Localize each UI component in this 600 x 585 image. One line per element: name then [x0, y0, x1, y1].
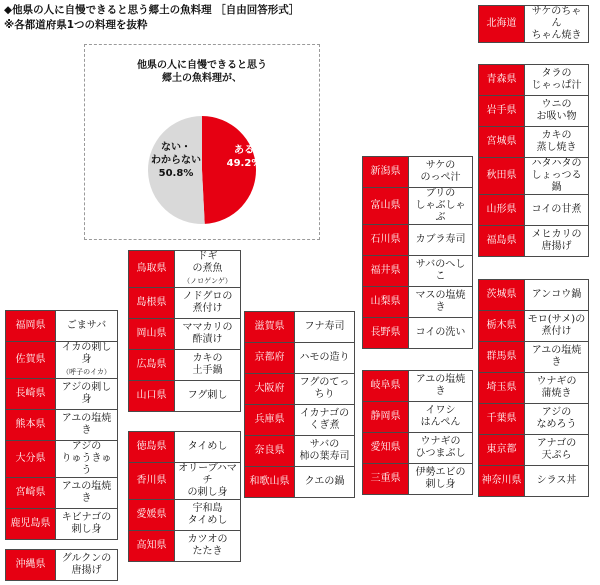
prefecture-name: 東京都: [479, 435, 525, 466]
page-note: ※各都道府県1つの料理を抜粋: [4, 19, 148, 31]
dish-name: [409, 256, 473, 287]
prefecture-row: [129, 350, 241, 381]
prefecture-name: 沖縄県: [6, 550, 56, 581]
dish-name: [175, 350, 241, 381]
prefecture-name: 香川県: [129, 463, 175, 500]
prefecture-name: 秋田県: [479, 158, 525, 195]
dish-line: なめろう: [536, 419, 577, 430]
dish-line: カブラ寿司: [415, 234, 466, 245]
prefecture-row: [479, 342, 589, 373]
prefecture-row: [129, 381, 241, 412]
prefecture-name: 山梨県: [363, 287, 409, 318]
prefecture-row: [363, 188, 473, 225]
dish-line: カツオの: [187, 534, 228, 545]
pie-label-yes: [219, 144, 269, 170]
dish-line: の刺し身: [187, 487, 228, 498]
dish-line: 伊勢エビの: [415, 467, 466, 478]
dish-name: [56, 550, 118, 581]
prefecture-name: 熊本県: [6, 410, 56, 441]
dish-line: アンコウ鍋: [531, 289, 582, 300]
prefecture-row: [129, 463, 241, 500]
dish-name: [525, 466, 589, 497]
prefecture-name: 佐賀県: [6, 342, 56, 379]
prefecture-name: 大阪府: [245, 374, 295, 405]
dish-line: ハタハタの: [531, 158, 582, 169]
dish-name: [525, 195, 589, 226]
prefecture-row: [6, 379, 118, 410]
dish-name: [525, 404, 589, 435]
dish-line: シラス丼: [536, 475, 577, 486]
dish-name: [175, 463, 241, 500]
prefecture-row: [6, 509, 118, 540]
dish-line: カキの: [192, 353, 223, 364]
dish-line: ハモの造り: [299, 352, 350, 363]
dish-line: タイめし: [187, 515, 228, 526]
dish-note: （ノロゲンゲ）: [183, 277, 232, 285]
prefecture-name: 宮崎県: [6, 478, 56, 509]
region-table-okinawa: [5, 549, 118, 581]
dish-line: ちゃん焼き: [531, 30, 582, 41]
dish-name: [409, 157, 473, 188]
prefecture-row: [129, 500, 241, 531]
pie-value-no: 50.8%: [158, 168, 194, 179]
pie-label-yes-name: ある: [234, 145, 254, 156]
dish-line: ウニの: [541, 99, 572, 110]
dish-line: アジの刺し身: [61, 382, 112, 405]
prefecture-name: 鳥取県: [129, 251, 175, 288]
dish-line: 土手鍋: [192, 365, 223, 376]
prefecture-name: 島根県: [129, 288, 175, 319]
prefecture-row: [245, 436, 355, 467]
dish-line: しょっつる鍋: [531, 170, 582, 193]
region-table-chugoku: [128, 250, 241, 412]
prefecture-name: 群馬県: [479, 342, 525, 373]
dish-line: タラの: [541, 68, 572, 79]
prefecture-row: [6, 410, 118, 441]
prefecture-row: [363, 464, 473, 495]
prefecture-name: 福井県: [363, 256, 409, 287]
dish-line: 煮付け: [192, 303, 223, 314]
prefecture-row: [363, 433, 473, 464]
prefecture-row: [129, 432, 241, 463]
prefecture-name: 茨城県: [479, 280, 525, 311]
region-table-shikoku: [128, 431, 241, 562]
prefecture-name: 山口県: [129, 381, 175, 412]
pie-title-line-1: 他県の人に自慢できると思う: [137, 60, 267, 71]
prefecture-name: 京都府: [245, 343, 295, 374]
dish-line: 蒲焼き: [541, 388, 572, 399]
page-title: ◆他県の人に自慢できると思う郷土の魚料理 ［自由回答形式］: [4, 4, 300, 16]
prefecture-row: [479, 373, 589, 404]
prefecture-name: 徳島県: [129, 432, 175, 463]
dish-name: [295, 436, 355, 467]
pie-label-no-line-2: わからない: [151, 155, 201, 166]
dish-line: イカナゴの: [299, 408, 350, 419]
dish-line: ノドグロの: [182, 291, 233, 302]
pie-chart-box: [84, 44, 320, 240]
prefecture-row: [129, 288, 241, 319]
dish-name: [295, 312, 355, 343]
prefecture-name: 岐阜県: [363, 371, 409, 402]
prefecture-row: [363, 157, 473, 188]
prefecture-row: [479, 404, 589, 435]
prefecture-name: 広島県: [129, 350, 175, 381]
dish-line: クエの鍋: [304, 476, 345, 487]
dish-line: フナ寿司: [304, 321, 345, 332]
dish-line: メヒカリの: [531, 229, 582, 240]
dish-line: グルクンの: [61, 553, 112, 564]
prefecture-name: 岡山県: [129, 319, 175, 350]
prefecture-name: 静岡県: [363, 402, 409, 433]
region-table-chubu: [362, 156, 473, 349]
dish-line: モロ(サメ)の: [527, 314, 586, 325]
dish-name: [525, 127, 589, 158]
prefecture-name: 石川県: [363, 225, 409, 256]
region-table-tohoku: [478, 64, 589, 257]
dish-name: [56, 509, 118, 540]
prefecture-row: [245, 343, 355, 374]
dish-name: [56, 441, 118, 478]
prefecture-row: [479, 226, 589, 257]
pie-label-no-line-1: ない・: [161, 142, 191, 153]
dish-name: [56, 342, 118, 379]
prefecture-name: 山形県: [479, 195, 525, 226]
dish-name: [56, 311, 118, 342]
region-table-hokkaido: [478, 5, 589, 43]
pie-title-line-2: 郷土の魚料理が、: [162, 73, 242, 84]
prefecture-name: 兵庫県: [245, 405, 295, 436]
prefecture-name: 愛知県: [363, 433, 409, 464]
prefecture-row: [479, 280, 589, 311]
prefecture-row: [479, 96, 589, 127]
prefecture-row: [245, 312, 355, 343]
prefecture-row: [479, 6, 589, 43]
dish-name: [295, 467, 355, 498]
prefecture-row: [6, 478, 118, 509]
region-table-kyushu: [5, 310, 118, 540]
dish-line: 唐揚げ: [541, 241, 572, 252]
prefecture-row: [6, 311, 118, 342]
prefecture-row: [245, 467, 355, 498]
prefecture-name: 栃木県: [479, 311, 525, 342]
dish-line: ドギ: [197, 251, 218, 262]
dish-line: アジの: [71, 441, 102, 452]
dish-line: コイの洗い: [415, 327, 466, 338]
dish-line: アユの塩焼き: [61, 413, 112, 436]
prefecture-row: [245, 405, 355, 436]
region-table-tokai: [362, 370, 473, 495]
prefecture-name: 新潟県: [363, 157, 409, 188]
dish-name: [175, 288, 241, 319]
prefecture-name: 和歌山県: [245, 467, 295, 498]
dish-name: [525, 96, 589, 127]
prefecture-row: [479, 435, 589, 466]
dish-name: [525, 280, 589, 311]
dish-name: [175, 319, 241, 350]
dish-line: 煮付け: [541, 326, 572, 337]
dish-name: [175, 500, 241, 531]
dish-line: のっぺ汁: [420, 172, 461, 183]
dish-line: カキの: [541, 130, 572, 141]
prefecture-name: 奈良県: [245, 436, 295, 467]
prefecture-row: [363, 287, 473, 318]
prefecture-name: 埼玉県: [479, 373, 525, 404]
prefecture-row: [245, 374, 355, 405]
prefecture-name: 北海道: [479, 6, 525, 43]
dish-name: [525, 158, 589, 195]
dish-line: たたき: [192, 546, 223, 557]
dish-line: マスの塩焼き: [415, 290, 466, 313]
dish-name: [525, 226, 589, 257]
prefecture-name: 富山県: [363, 188, 409, 225]
prefecture-name: 岩手県: [479, 96, 525, 127]
dish-line: アユの塩焼き: [531, 345, 582, 368]
dish-line: ごまサバ: [66, 320, 107, 331]
prefecture-name: 愛媛県: [129, 500, 175, 531]
prefecture-row: [479, 311, 589, 342]
prefecture-name: 神奈川県: [479, 466, 525, 497]
prefecture-name: 長崎県: [6, 379, 56, 410]
prefecture-name: 福島県: [479, 226, 525, 257]
prefecture-name: 大分県: [6, 441, 56, 478]
dish-name: [525, 65, 589, 96]
dish-line: はんぺん: [420, 417, 461, 428]
dish-line: りゅうきゅう: [61, 453, 112, 476]
prefecture-name: 青森県: [479, 65, 525, 96]
dish-name: [56, 379, 118, 410]
dish-line: ママカリの: [182, 322, 233, 333]
dish-line: ウナギの: [536, 376, 577, 387]
dish-name: [175, 531, 241, 562]
dish-name: [409, 464, 473, 495]
dish-line: 蒸し焼き: [536, 142, 577, 153]
dish-line: コイの甘煮: [531, 204, 582, 215]
dish-name: [409, 188, 473, 225]
dish-name: [525, 311, 589, 342]
dish-line: 宇和島: [192, 503, 223, 514]
dish-line: 酢漬け: [192, 334, 223, 345]
dish-line: サバのへしこ: [415, 259, 466, 282]
dish-line: ブリの: [425, 188, 456, 199]
dish-name: [525, 342, 589, 373]
prefecture-row: [129, 531, 241, 562]
dish-line: ひつまぶし: [415, 448, 466, 459]
dish-line: サバの: [309, 439, 340, 450]
dish-line: キビナゴの: [61, 512, 112, 523]
dish-name: [409, 287, 473, 318]
dish-line: 天ぷら: [541, 450, 572, 461]
prefecture-name: 宮城県: [479, 127, 525, 158]
dish-name: [409, 225, 473, 256]
dish-line: 唐揚げ: [71, 565, 102, 576]
dish-line: アナゴの: [536, 438, 577, 449]
prefecture-row: [363, 402, 473, 433]
dish-name: [409, 318, 473, 349]
dish-name: [295, 343, 355, 374]
dish-line: の煮魚: [192, 263, 223, 274]
pie-value-yes: 49.2%: [226, 158, 262, 169]
dish-name: [295, 405, 355, 436]
prefecture-name: 鹿児島県: [6, 509, 56, 540]
dish-name: [525, 435, 589, 466]
dish-name: [56, 478, 118, 509]
dish-line: フグ刺し: [187, 390, 228, 401]
prefecture-row: [6, 550, 118, 581]
dish-line: くぎ煮: [309, 420, 340, 431]
dish-line: お吸い物: [536, 111, 577, 122]
dish-line: じゃっぱ汁: [531, 80, 582, 91]
dish-line: サケの: [425, 160, 456, 171]
prefecture-row: [363, 318, 473, 349]
prefecture-name: 滋賀県: [245, 312, 295, 343]
prefecture-row: [129, 319, 241, 350]
dish-name: [409, 371, 473, 402]
dish-line: サケのちゃん: [531, 6, 582, 29]
dish-line: タイめし: [187, 441, 228, 452]
dish-name: [175, 381, 241, 412]
region-table-kanto: [478, 279, 589, 497]
dish-line: 刺し身: [71, 524, 102, 535]
dish-name: [409, 433, 473, 464]
dish-line: イワシ: [425, 405, 456, 416]
pie-label-no: [143, 141, 209, 180]
prefecture-row: [363, 371, 473, 402]
prefecture-name: 福岡県: [6, 311, 56, 342]
dish-name: [525, 373, 589, 404]
dish-line: フグのてっちり: [299, 377, 350, 400]
prefecture-row: [6, 342, 118, 379]
prefecture-row: [479, 195, 589, 226]
dish-name: [175, 251, 241, 288]
prefecture-name: 千葉県: [479, 404, 525, 435]
dish-line: アジの: [541, 407, 572, 418]
dish-line: 柿の葉寿司: [299, 451, 350, 462]
dish-note: （呼子のイカ）: [62, 368, 111, 376]
region-table-kinki: [244, 311, 355, 498]
dish-line: 刺し身: [425, 479, 456, 490]
dish-name: [56, 410, 118, 441]
prefecture-row: [479, 158, 589, 195]
dish-line: アユの塩焼き: [415, 374, 466, 397]
dish-name: [175, 432, 241, 463]
dish-name: [409, 402, 473, 433]
prefecture-row: [479, 127, 589, 158]
dish-line: イカの刺し身: [61, 342, 112, 365]
dish-line: アユの塩焼き: [61, 481, 112, 504]
prefecture-name: 三重県: [363, 464, 409, 495]
dish-line: しゃぶしゃぶ: [415, 200, 466, 223]
dish-name: [295, 374, 355, 405]
prefecture-row: [363, 256, 473, 287]
prefecture-name: 高知県: [129, 531, 175, 562]
dish-name: [525, 6, 589, 43]
prefecture-row: [479, 466, 589, 497]
prefecture-row: [479, 65, 589, 96]
dish-line: オリーブハマチ: [178, 463, 237, 486]
prefecture-name: 長野県: [363, 318, 409, 349]
prefecture-row: [363, 225, 473, 256]
prefecture-row: [129, 251, 241, 288]
prefecture-row: [6, 441, 118, 478]
dish-line: ウナギの: [420, 436, 461, 447]
